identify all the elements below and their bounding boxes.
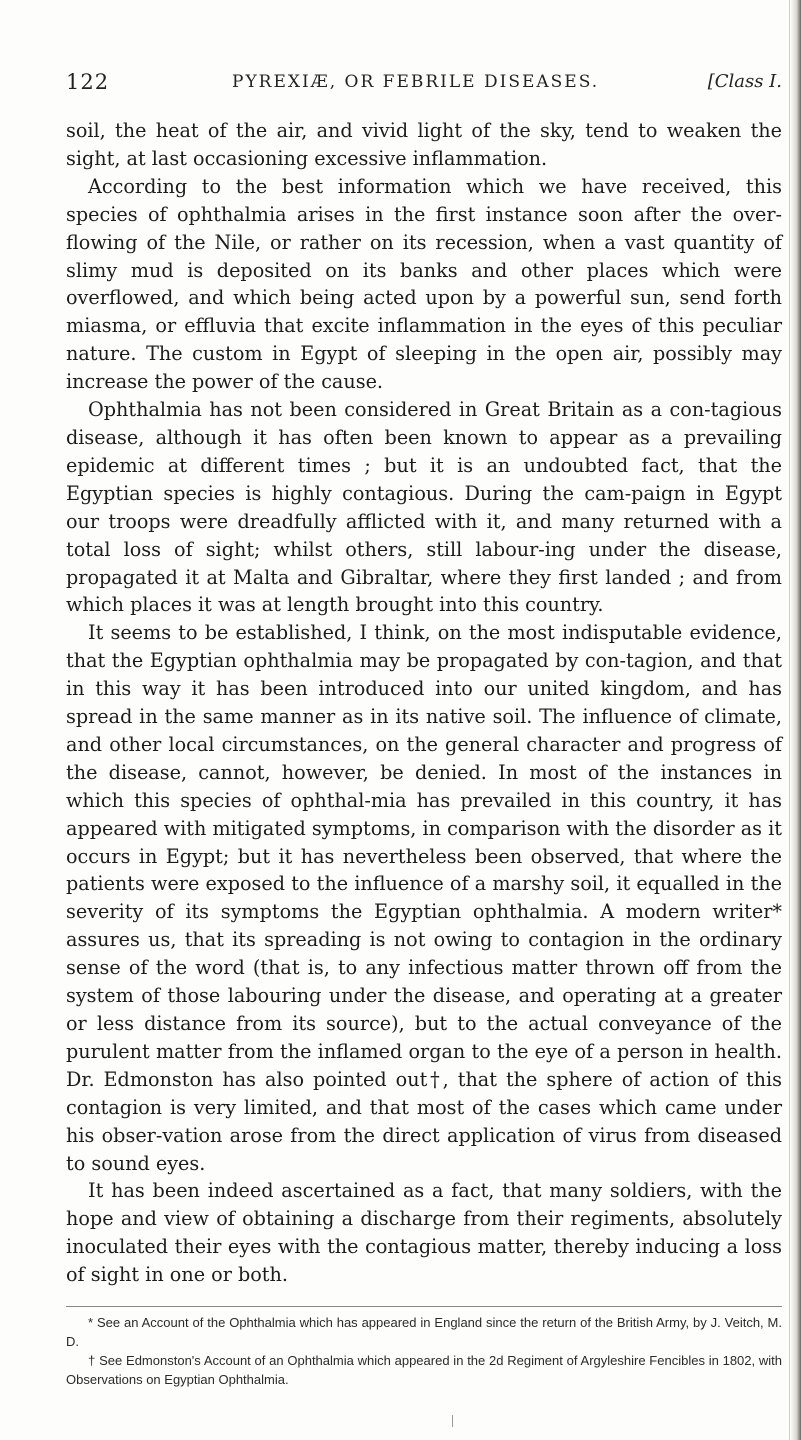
footnote: † See Edmonston's Account of an Ophthalmia which appeared in the 2d Regiment of Argyleshire Fencibles in 1802, with Observations on Egyptian Ophthalmia. [66, 1353, 782, 1387]
paragraph-continued: soil, the heat of the air, and vivid light of the sky, tend to weaken the sight, at last occasioning excessive inflammation. [66, 119, 782, 170]
page-edge-line [789, 0, 790, 1440]
main-text [66, 117, 782, 1289]
paragraph: It seems to be established, I think, on the most indisputable evidence, that the Egyptian ophthalmia may be propagated by con-tagion, and that in this way it has been introduced into our united kingdom, and has spread in the same manner as in its native soil. The influence of climate, and other local circumstances, on the general character and progress of the disease, cannot, however, be denied. In most of the instances in which this species of ophthal-mia has prevailed in this country, it has appeared with mitigated symptoms, in comparison with the disorder as it occurs in Egypt; but it has nevertheless been observed, that where the patients were exposed to the influence of a marshy soil, it equalled in the severity of its symptoms the Egyptian ophthalmia. A modern writer* assures us, that its spreading is not owing to contagion in the ordinary sense of the word (that is, to any infectious matter thrown off from the system of those labouring under the disease, and operating at a greater or less distance from its source), but to the actual conveyance of the purulent matter from the inflamed organ to the eye of a person in health. Dr. Edmonston has also pointed out†, that the sphere of action of this contagion is very limited, and that most of the cases which came under his obser-vation arose from the direct application of virus from diseased to sound eyes. [66, 621, 782, 1175]
page-number: 122 [66, 70, 110, 94]
running-head-title: PYREXIÆ, OR FEBRILE DISEASES. [232, 72, 600, 92]
paragraph: According to the best information which we have received, this species of ophthalmia arises in the first instance soon after the over-flowing of the Nile, or rather on its recession, when a vast quantity of slimy mud is deposited on its banks and other places which were overflowed, and which being acted upon by a powerful sun, send forth miasma, or effluvia that excite inflammation in the eyes of this peculiar nature. The custom in Egypt of sleeping in the open air, possibly may increase the power of the cause. [66, 174, 782, 394]
footnote-divider [66, 1306, 782, 1307]
footnotes [66, 1313, 782, 1389]
paragraph: It has been indeed ascertained as a fact, that many soldiers, with the hope and view of obtaining a discharge from their regiments, absolutely inoculated their eyes with the contagious matter, thereby inducing a loss of sight in one or both. [66, 1179, 782, 1287]
print-mark [452, 1415, 453, 1427]
page-edge-shadow [790, 0, 801, 1440]
class-label: [Class I. [707, 71, 782, 92]
footnote: * See an Account of the Ophthalmia which has appeared in England since the return of the British Army, by J. Veitch, M. D. [66, 1315, 782, 1349]
running-header [66, 70, 782, 104]
paragraph: Ophthalmia has not been considered in Great Britain as a con-tagious disease, although it has often been known to appear as a prevailing epidemic at different times ; but it is an undoubted fact, that the Egyptian species is highly contagious. During the cam-paign in Egypt our troops were dreadfully afflicted with it, and many returned with a total loss of sight; whilst others, still labour-ing under the disease, propagated it at Malta and Gibraltar, where they first landed ; and from which places it was at length brought into this country. [66, 398, 782, 617]
